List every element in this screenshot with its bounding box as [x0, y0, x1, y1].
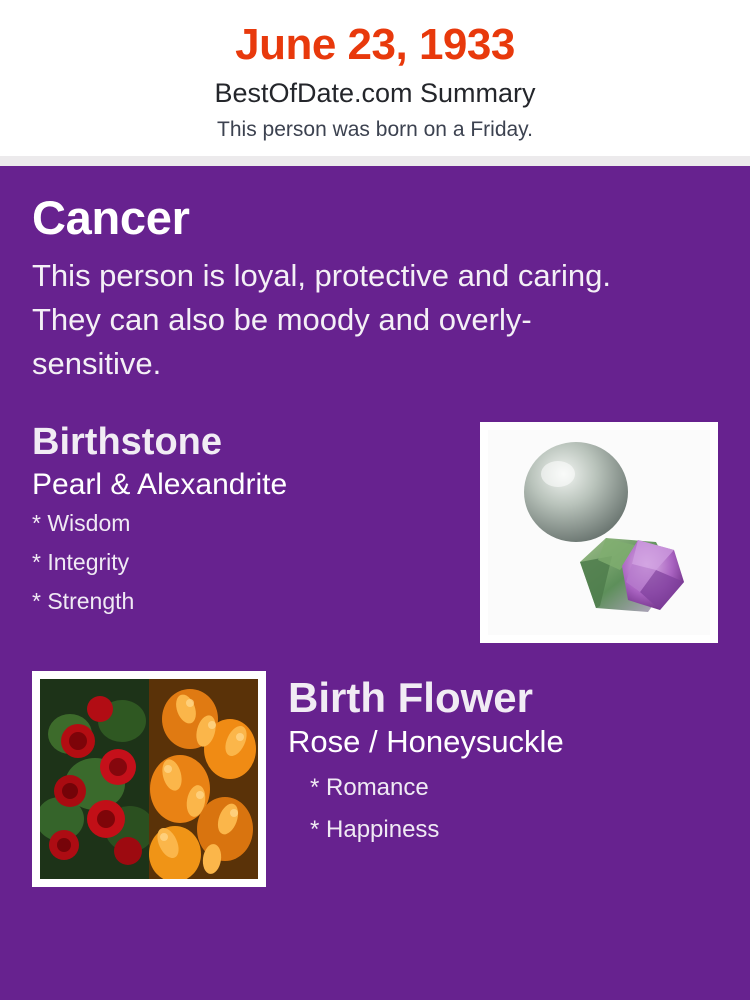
birthflower-trait: * Romance: [310, 774, 429, 802]
birthstone-photo: [488, 430, 710, 635]
birthstone-text: [32, 422, 480, 629]
birthstone-names: Pearl & Alexandrite: [32, 467, 288, 501]
birthstone-trait: * Strength: [32, 588, 135, 615]
birthstone-trait: * Integrity: [32, 549, 130, 576]
zodiac-sign-name: Cancer: [32, 191, 190, 245]
birthflower-names: Rose / Honeysuckle: [288, 724, 564, 760]
birthflower-photo-frame: [32, 671, 266, 887]
birthflower-photo: [40, 679, 258, 879]
birthflower-trait: * Happiness: [310, 816, 440, 844]
birth-day-note: This person was born on a Friday.: [217, 118, 533, 142]
birthflower-title: Birth Flower: [288, 674, 534, 722]
site-name: BestOfDate.com Summary: [214, 78, 536, 109]
header-divider: [0, 156, 750, 166]
page-title: June 23, 1933: [235, 20, 515, 69]
gemstone-illustration: [488, 430, 710, 635]
birthflower-section: [32, 671, 718, 887]
birthstone-title: Birthstone: [32, 421, 222, 464]
birthstone-trait: * Wisdom: [32, 510, 131, 537]
details-panel: [0, 166, 750, 1000]
header: [0, 0, 750, 156]
flowers-illustration: [40, 679, 258, 879]
birthstone-section: [32, 422, 718, 643]
zodiac-description: This person is loyal, protective and caring. They can also be moody and overly-sensitive.: [32, 258, 611, 382]
birthflower-text: [266, 671, 718, 860]
birthstone-photo-frame: [480, 422, 718, 643]
